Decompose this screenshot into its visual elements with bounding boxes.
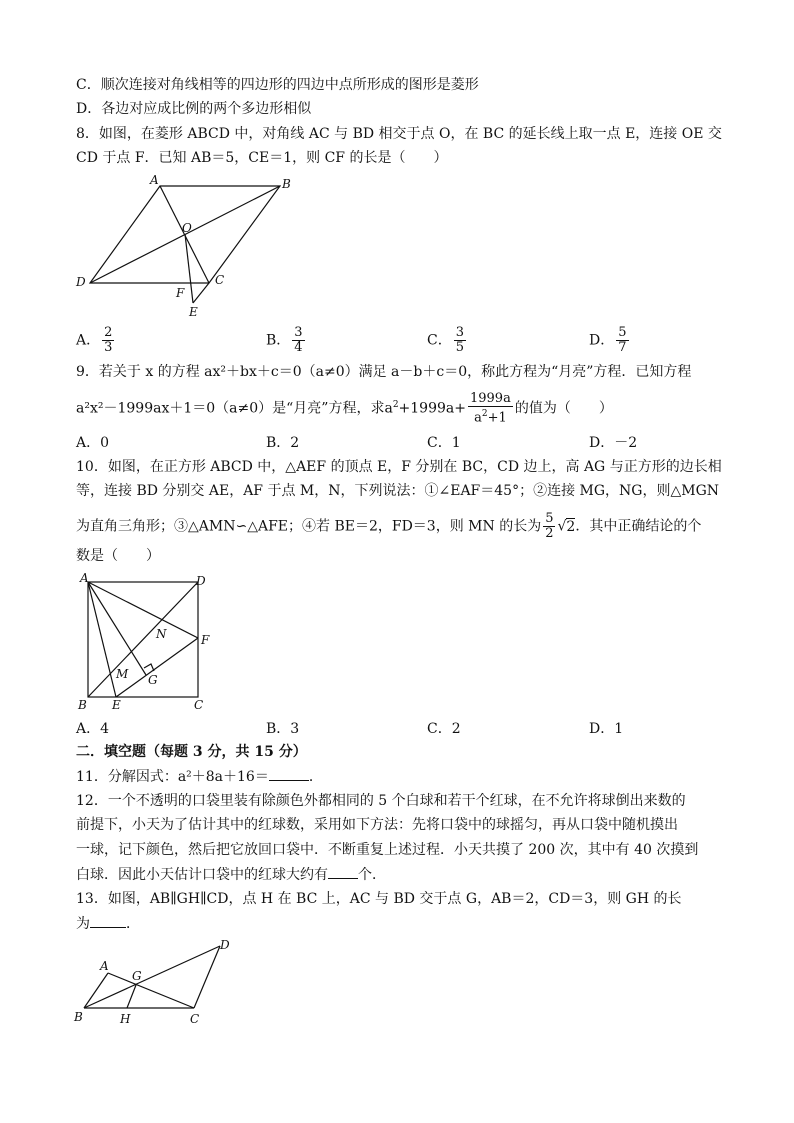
q13-label-h: H	[120, 1012, 131, 1026]
q10-label-b: B	[78, 698, 87, 712]
q10-label-g: G	[148, 673, 158, 687]
q10-square-figure	[72, 570, 222, 715]
q10-label-e: E	[112, 698, 121, 712]
q7-option-c: C．顺次连接对角线相等的四边形的四边中点所形成的图形是菱形	[76, 77, 479, 93]
q10-stem-line1: 10．如图，在正方形 ABCD 中，△AEF 的顶点 E，F 分别在 BC，CD 边上，高 AG 与正方形的边长相	[76, 459, 722, 475]
q12-answer-blank[interactable]	[328, 864, 358, 879]
q10-stem-line3: 为直角三角形；③△AMN∽△AFE；④若 BE＝2，FD＝3，则 MN 的长为 $\frac{5}{2}$ √2．其中正确结论的个	[76, 511, 702, 541]
q8-label-c: C	[215, 273, 225, 287]
q10-options	[76, 718, 736, 742]
q11-stem: 11．分解因式：a²＋8a＋16＝ ．	[76, 766, 323, 787]
q13-stem-line1: 13．如图，AB∥GH∥CD，点 H 在 BC 上，AC 与 BD 交于点 G，AB＝2，CD＝3，则 GH 的长	[76, 891, 682, 907]
q8-option-c: C． $\frac{3}{5}$	[427, 325, 464, 355]
q8-label-f: F	[176, 286, 185, 300]
q9-option-d: D．－2	[589, 435, 638, 451]
q8-rhombus-figure	[70, 170, 300, 320]
q10-label-a: A	[80, 571, 89, 585]
q10-option-b: B．3	[266, 721, 300, 737]
q12-stem-line4: 白球．因此小天估计口袋中的红球大约有 个．	[76, 864, 386, 885]
q10-label-m: M	[116, 667, 129, 681]
q10-label-c: C	[194, 698, 204, 712]
q10-option-d: D．1	[589, 721, 624, 737]
q8-label-o: O	[182, 221, 192, 235]
q8-stem-line1: 8．如图，在菱形 ABCD 中，对角线 AC 与 BD 相交于点 O，在 BC 的延长线上取一点 E，连接 OE 交	[76, 126, 722, 142]
q12-stem-line3: 一球，记下颜色，然后把它放回口袋中．不断重复上述过程．小天共摸了 200 次，其中有 40 次摸到	[76, 842, 699, 858]
q9-options	[76, 432, 736, 456]
q8-stem-line2: CD 于点 F．已知 AB＝5，CE＝1，则 CF 的长是（ ）	[76, 150, 448, 166]
q9-option-c: C．1	[427, 435, 461, 451]
q10-stem-line2: 等，连接 BD 分别交 AE，AF 于点 M，N，下列说法：①∠EAF＝45°；②连接 MG，NG，则△MGN	[76, 483, 720, 499]
q8-option-b: B． $\frac{3}{4}$	[266, 325, 303, 355]
q8-label-a: A	[150, 173, 159, 187]
q11-answer-blank[interactable]	[269, 766, 309, 781]
q10-label-n: N	[156, 627, 167, 641]
q13-label-c: C	[190, 1012, 200, 1026]
q8-label-d: D	[76, 275, 86, 289]
q8-label-b: B	[282, 177, 291, 191]
q13-label-a: A	[100, 959, 109, 973]
q13-label-d: D	[220, 938, 230, 952]
q9-stem-line1: 9．若关于 x 的方程 ax²＋bx＋c＝0（a≠0）满足 a－b＋c＝0，称此方程为“月亮”方程．已知方程	[76, 364, 692, 380]
q13-label-b: B	[74, 1010, 83, 1024]
q13-answer-blank[interactable]	[90, 913, 126, 928]
q8-options	[76, 325, 736, 355]
q12-stem-line1: 12．一个不透明的口袋里装有除颜色外都相同的 5 个白球和若干个红球，在不允许将球倒出来数的	[76, 793, 686, 809]
q13-label-g: G	[132, 969, 142, 983]
q10-option-a: A．4	[76, 721, 110, 737]
q8-option-a: A． $\frac{2}{3}$	[76, 325, 113, 355]
q10-stem-line4: 数是（ ）	[76, 548, 160, 564]
q9-option-b: B．2	[266, 435, 300, 451]
section-fill-in-title: 二．填空题（每题 3 分，共 15 分）	[76, 744, 307, 760]
q13-stem-line2: 为 ．	[76, 913, 140, 934]
q10-label-d: D	[196, 574, 206, 588]
q8-option-d: D． $\frac{5}{7}$	[589, 325, 627, 355]
q10-option-c: C．2	[427, 721, 461, 737]
q9-option-a: A．0	[76, 435, 110, 451]
q9-stem-line2: a²x²－1999ax＋1＝0（a≠0）是“月亮”方程，求$a^2+1999a+$ $\frac{1999a}{a^2+1}$ 的值为（ ）	[76, 391, 613, 426]
q13-parallel-figure	[70, 936, 240, 1028]
q12-stem-line2: 前提下，小天为了估计其中的红球数，采用如下方法：先将口袋中的球摇匀，再从口袋中随机摸出	[76, 817, 678, 833]
q10-label-f: F	[201, 633, 210, 647]
q8-label-e: E	[189, 305, 198, 319]
q7-option-d: D．各边对应成比例的两个多边形相似	[76, 101, 312, 117]
